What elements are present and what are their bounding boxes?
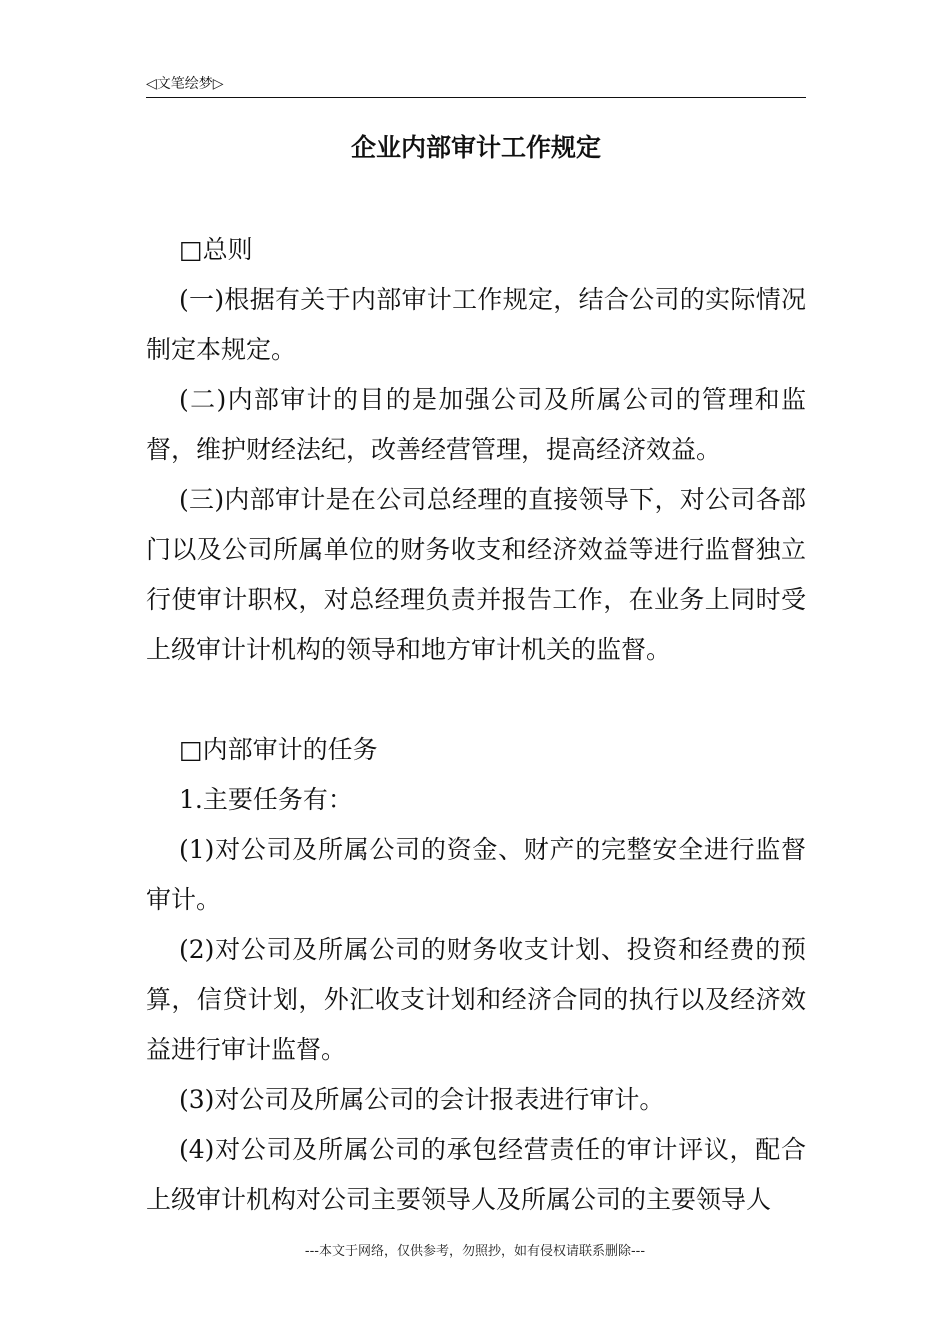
section-spacer	[146, 675, 806, 725]
paragraph: 1.主要任务有：	[179, 785, 353, 814]
document-body	[146, 225, 806, 1225]
section-audit-tasks	[146, 725, 806, 1225]
section-heading: □总则	[179, 235, 253, 264]
paragraph: (三)内部审计是在公司总经理的直接领导下，对公司各部门以及公司所属单位的财务收支和经济效益等进行监督独立行使审计职权，对总经理负责并报告工作，在业务上同时受上级审计计机构的领导和地方审计机关的监督。	[146, 485, 806, 664]
paragraph: (3)对公司及所属公司的会计报表进行审计。	[179, 1085, 665, 1114]
header-label: ◁文笔绘梦▷	[146, 76, 224, 92]
footer-disclaimer: ---本文于网络，仅供参考，勿照抄，如有侵权请联系删除---	[304, 1244, 646, 1259]
document-title: 企业内部审计工作规定	[350, 133, 601, 162]
paragraph: (2)对公司及所属公司的财务收支计划、投资和经费的预算，信贷计划，外汇收支计划和经济合同的执行以及经济效益进行审计监督。	[146, 935, 806, 1064]
section-general	[146, 225, 806, 675]
paragraph: (二)内部审计的目的是加强公司及所属公司的管理和监督，维护财经法纪，改善经营管理，提高经济效益。	[146, 385, 806, 464]
section-heading: □内部审计的任务	[179, 735, 378, 764]
paragraph: (1)对公司及所属公司的资金、财产的完整安全进行监督审计。	[146, 835, 806, 914]
paragraph: (一)根据有关于内部审计工作规定，结合公司的实际情况制定本规定。	[146, 285, 806, 364]
header-divider	[146, 97, 806, 98]
paragraph: (4)对公司及所属公司的承包经营责任的审计评议，配合上级审计机构对公司主要领导人及所属公司的主要领导人	[146, 1135, 806, 1214]
